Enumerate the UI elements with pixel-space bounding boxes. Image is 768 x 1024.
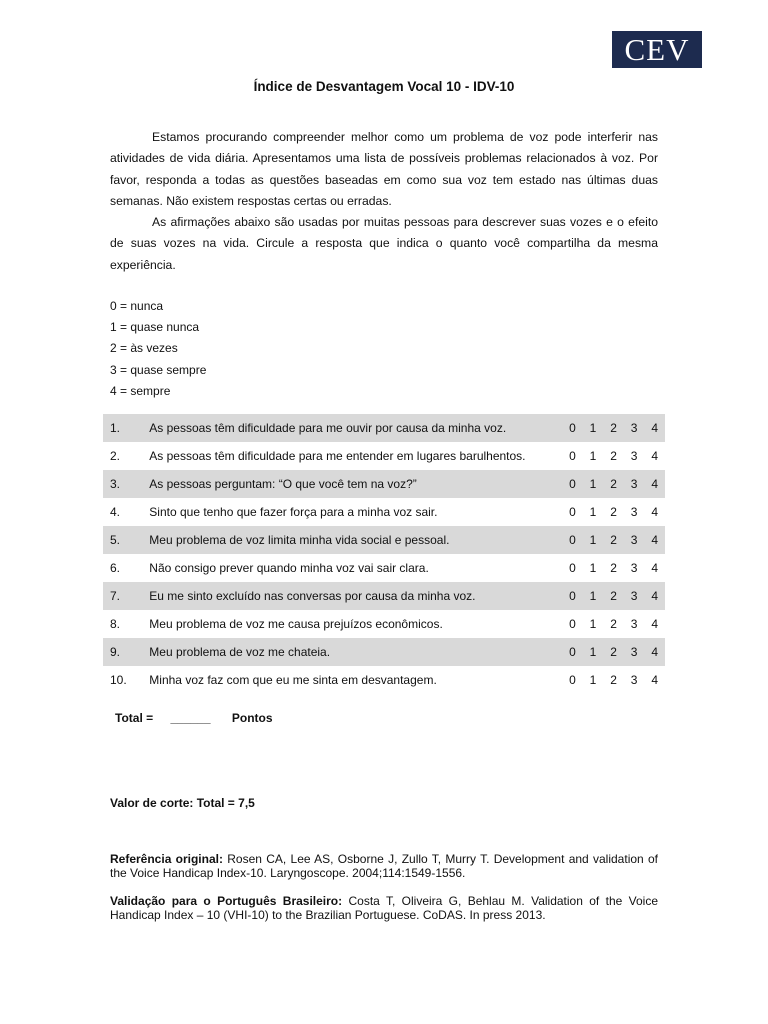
answer-option-2[interactable]: 2: [610, 645, 617, 659]
cutoff-value: Valor de corte: Total = 7,5: [110, 796, 255, 810]
answer-option-1[interactable]: 1: [589, 477, 597, 491]
answer-option-4[interactable]: 4: [651, 477, 659, 491]
answer-option-4[interactable]: 4: [651, 561, 659, 575]
question-number: 8.: [110, 617, 121, 631]
question-text: Meu problema de voz limita minha vida social e pessoal.: [149, 533, 450, 547]
question-row: [103, 666, 665, 694]
question-row: [103, 554, 665, 582]
answer-option-4[interactable]: 4: [651, 421, 659, 435]
total-blank: ______: [170, 711, 211, 725]
answer-option-3[interactable]: 3: [630, 421, 638, 435]
reference-validation: [110, 894, 658, 922]
total-label: Total =: [115, 711, 154, 725]
answer-option-0[interactable]: 0: [569, 645, 576, 659]
answer-option-1[interactable]: 1: [589, 561, 597, 575]
scale-item: 2 = às vezes: [110, 341, 178, 356]
question-row: [103, 638, 665, 666]
reference-validation-text: Costa T, Oliveira G, Behlau M. Validation of the Voice Handicap Index – 10 (VHI-10) to the Brazilian Portuguese. CoDAS. In press 2013.: [110, 894, 658, 922]
answer-option-1[interactable]: 1: [589, 449, 597, 463]
answer-option-3[interactable]: 3: [630, 533, 638, 547]
answer-option-2[interactable]: 2: [610, 589, 617, 603]
question-row: [103, 470, 665, 498]
answer-option-2[interactable]: 2: [610, 673, 617, 687]
scale-item: 4 = sempre: [110, 383, 171, 398]
intro-text: [110, 127, 658, 276]
question-number: 6.: [110, 561, 121, 575]
answer-option-0[interactable]: 0: [569, 561, 576, 575]
answer-option-4[interactable]: 4: [651, 617, 659, 631]
answer-option-1[interactable]: 1: [589, 617, 597, 631]
answer-option-2[interactable]: 2: [610, 477, 617, 491]
answer-option-0[interactable]: 0: [569, 421, 576, 435]
question-number: 3.: [110, 477, 121, 491]
question-row: [103, 498, 665, 526]
answer-option-3[interactable]: 3: [630, 505, 638, 519]
answer-option-1[interactable]: 1: [589, 589, 597, 603]
reference-original-label: Referência original:: [110, 852, 223, 866]
reference-original-text: Rosen CA, Lee AS, Osborne J, Zullo T, Murry T. Development and validation of the Voice Handicap Index-10. Laryngoscope. 2004;114:1549-1556.: [110, 852, 658, 880]
answer-option-1[interactable]: 1: [589, 533, 597, 547]
answer-option-4[interactable]: 4: [651, 589, 659, 603]
question-number: 10.: [110, 673, 127, 687]
answer-option-0[interactable]: 0: [569, 589, 576, 603]
answer-option-0[interactable]: 0: [569, 533, 576, 547]
question-text: Eu me sinto excluído nas conversas por causa da minha voz.: [149, 589, 476, 603]
answer-option-3[interactable]: 3: [630, 561, 638, 575]
answer-option-2[interactable]: 2: [610, 533, 617, 547]
question-text: As pessoas têm dificuldade para me ouvir por causa da minha voz.: [149, 421, 507, 435]
question-text: As pessoas perguntam: “O que você tem na voz?”: [149, 477, 417, 491]
question-text: Minha voz faz com que eu me sinta em desvantagem.: [149, 673, 437, 687]
intro-paragraph-1: Estamos procurando compreender melhor como um problema de voz pode interferir nas atividades de vida diária. Apresentamos uma lista de possíveis problemas relacionados à voz. Por favor, responda a todas as questões baseadas em como sua voz tem estado nas últimas duas semanas. Não existem respostas certas ou erradas.: [110, 130, 658, 208]
reference-validation-label: Validação para o Português Brasileiro:: [110, 894, 343, 908]
answer-option-3[interactable]: 3: [630, 477, 638, 491]
question-number: 5.: [110, 533, 121, 547]
answer-option-3[interactable]: 3: [630, 449, 638, 463]
answer-option-4[interactable]: 4: [651, 673, 659, 687]
question-row: [103, 582, 665, 610]
answer-option-4[interactable]: 4: [651, 505, 659, 519]
intro-paragraph-2: As afirmações abaixo são usadas por muitas pessoas para descrever suas vozes e o efeito de suas vozes na vida. Circule a resposta que indica o quanto você compartilha da mesma experiência.: [110, 215, 658, 272]
question-text: Meu problema de voz me chateia.: [149, 645, 331, 659]
answer-option-4[interactable]: 4: [651, 533, 659, 547]
answer-option-1[interactable]: 1: [589, 645, 597, 659]
question-text: As pessoas têm dificuldade para me entender em lugares barulhentos.: [149, 449, 526, 463]
question-text: Não consigo prever quando minha voz vai sair clara.: [149, 561, 429, 575]
answer-option-2[interactable]: 2: [610, 449, 617, 463]
answer-option-0[interactable]: 0: [569, 449, 576, 463]
question-text: Sinto que tenho que fazer força para a minha voz sair.: [149, 505, 438, 519]
scale-item: 0 = nunca: [110, 299, 164, 313]
question-number: 1.: [110, 421, 121, 435]
total-line: [115, 711, 287, 725]
question-number: 2.: [110, 449, 121, 463]
answer-option-1[interactable]: 1: [589, 505, 597, 519]
question-row: [103, 526, 665, 554]
answer-option-0[interactable]: 0: [569, 477, 576, 491]
total-unit: Pontos: [231, 711, 273, 725]
answer-option-4[interactable]: 4: [651, 449, 659, 463]
answer-option-1[interactable]: 1: [589, 673, 597, 687]
scale-item: 1 = quase nunca: [110, 320, 200, 335]
answer-option-1[interactable]: 1: [589, 421, 597, 435]
answer-option-2[interactable]: 2: [610, 617, 617, 631]
answer-option-3[interactable]: 3: [630, 645, 638, 659]
answer-option-4[interactable]: 4: [651, 645, 659, 659]
answer-option-2[interactable]: 2: [610, 505, 617, 519]
question-text: Meu problema de voz me causa prejuízos econômicos.: [149, 617, 443, 631]
reference-original: [110, 852, 658, 880]
answer-option-3[interactable]: 3: [630, 617, 638, 631]
answer-option-0[interactable]: 0: [569, 505, 576, 519]
question-number: 7.: [110, 589, 121, 603]
questionnaire-table: [103, 414, 665, 694]
answer-option-0[interactable]: 0: [569, 617, 576, 631]
question-number: 4.: [110, 505, 121, 519]
answer-option-3[interactable]: 3: [630, 673, 638, 687]
answer-option-0[interactable]: 0: [569, 673, 576, 687]
question-number: 9.: [110, 645, 121, 659]
scale-item: 3 = quase sempre: [110, 362, 207, 377]
document-title: Índice de Desvantagem Vocal 10 - IDV-10: [253, 79, 515, 94]
question-row: [103, 414, 665, 442]
question-row: [103, 442, 665, 470]
answer-option-2[interactable]: 2: [610, 421, 617, 435]
cev-logo: CEV: [612, 31, 702, 68]
question-row: [103, 610, 665, 638]
answer-option-2[interactable]: 2: [610, 561, 617, 575]
response-scale: [110, 296, 206, 402]
answer-option-3[interactable]: 3: [630, 589, 638, 603]
